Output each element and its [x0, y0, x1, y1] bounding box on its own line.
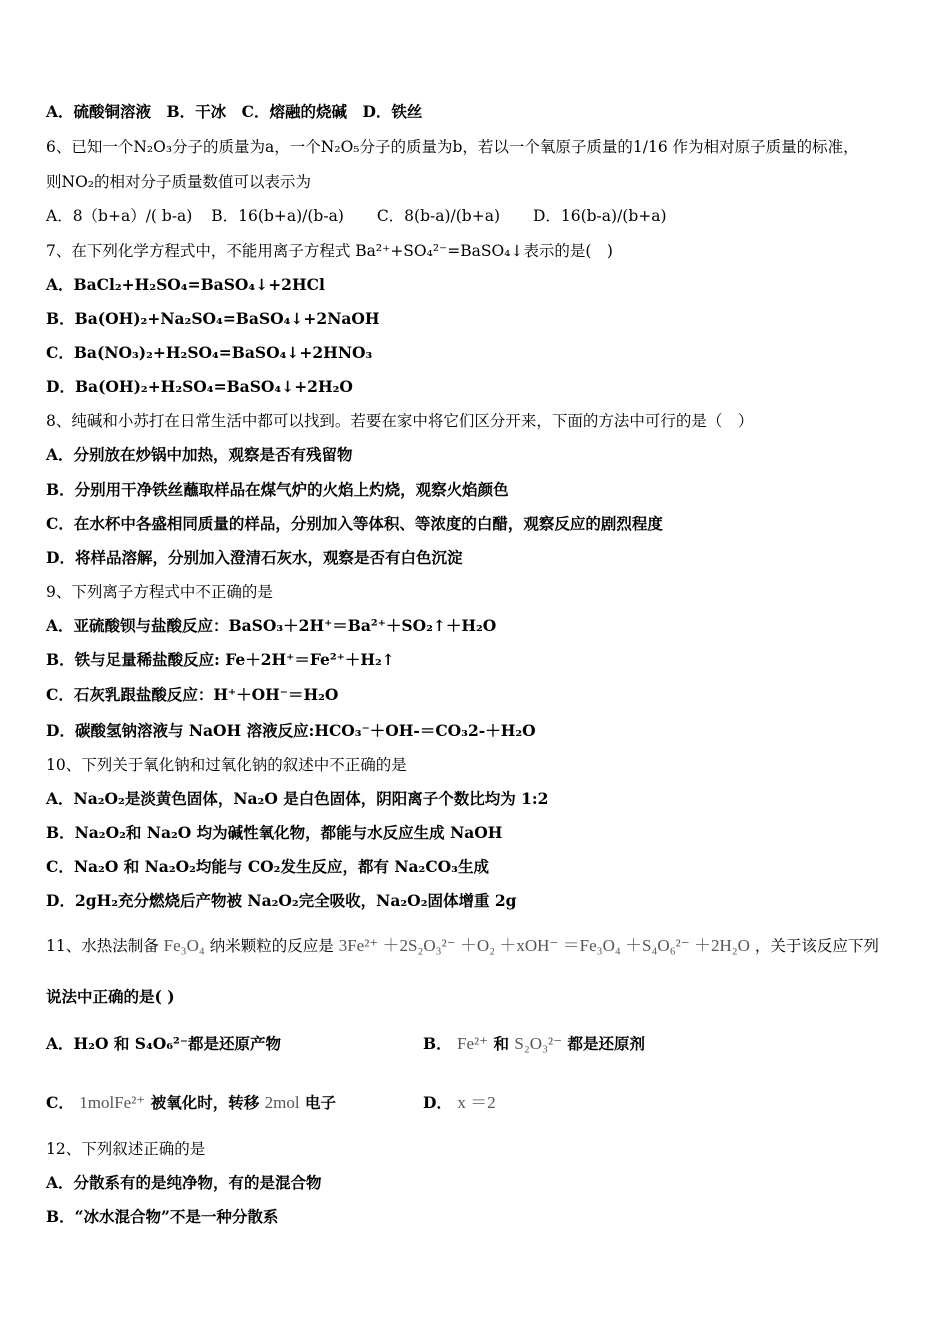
q11-option-d: [423, 1093, 496, 1113]
q10-option-d: D．2gH₂充分燃烧后产物被 Na₂O₂完全吸收，Na₂O₂固体增重 2g: [46, 891, 517, 910]
q6-option-d: D．16(b-a)/(b+a): [532, 207, 667, 225]
q9-stem: 9、下列离子方程式中不正确的是: [46, 583, 273, 601]
q11-stem-prefix: 11、水热法制备: [46, 937, 159, 955]
q6-option-a: A．8（b+a）/( b-a): [46, 207, 193, 225]
q6-stem-line2: 则NO₂的相对分子质量数值可以表示为: [46, 173, 311, 191]
q10-option-b: B．Na₂O₂和 Na₂O 均为碱性氧化物，都能与水反应生成 NaOH: [46, 823, 503, 842]
q11-options-ab: [46, 1034, 906, 1054]
q5-options: A．硫酸铜溶液 B．干冰 C．熔融的烧碱 D．铁丝: [46, 102, 423, 121]
q11-option-b-and: 和: [493, 1034, 510, 1053]
q9-option-c: C．石灰乳跟盐酸反应：H⁺＋OH⁻＝H₂O: [46, 685, 339, 704]
q11-option-b-label: B．: [423, 1034, 452, 1053]
q11-option-c-label: C．: [46, 1093, 74, 1112]
q11-options-cd: [46, 1093, 906, 1113]
q9-option-a: A．亚硫酸钡与盐酸反应：BaSO₃＋2H⁺＝Ba²⁺＋SO₂↑＋H₂O: [46, 616, 497, 635]
q11-stem-suffix: ，关于该反应下列: [754, 937, 879, 955]
q11-option-c-text: 被氧化时，转移: [150, 1093, 260, 1112]
q7-option-b: B．Ba(OH)₂+Na₂SO₄=BaSO₄↓+2NaOH: [46, 309, 380, 328]
q6-option-c: C．8(b-a)/(b+a): [376, 207, 500, 225]
q11-option-b-s2o3: S₂O₃²⁻: [514, 1034, 563, 1053]
q10-stem: 10、下列关于氧化钠和过氧化钠的叙述中不正确的是: [46, 756, 407, 774]
q7-option-a: A．BaCl₂+H₂SO₄=BaSO₄↓+2HCl: [46, 275, 325, 294]
q7-option-c: C．Ba(NO₃)₂+H₂SO₄=BaSO₄↓+2HNO₃: [46, 343, 373, 362]
q6-option-b: B．16(b+a)/(b-a): [211, 207, 344, 225]
q8-option-d: D．将样品溶解，分别加入澄清石灰水，观察是否有白色沉淀: [46, 548, 463, 567]
q12-option-a: A．分散系有的是纯净物，有的是混合物: [46, 1173, 322, 1192]
q9-option-d: D．碳酸氢钠溶液与 NaOH 溶液反应:HCO₃⁻＋OH-＝CO₃2-＋H₂O: [46, 721, 536, 740]
q7-option-d: D．Ba(OH)₂+H₂SO₄=BaSO₄↓+2H₂O: [46, 377, 353, 396]
q11-formula-fe3o4: Fe₃O₄: [163, 936, 205, 955]
q11-option-c-2mol: 2mol: [264, 1093, 300, 1112]
q8-option-b: B．分别用干净铁丝蘸取样品在煤气炉的火焰上灼烧，观察火焰颜色: [46, 480, 509, 499]
q11-option-b: [423, 1034, 645, 1054]
q6-stem-line1: 6、已知一个N₂O₃分子的质量为a，一个N₂O₅分子的质量为b，若以一个氧原子质量的1/16 作为相对原子质量的标准，: [46, 138, 859, 156]
q11-option-c: [46, 1093, 336, 1112]
q7-stem: 7、在下列化学方程式中，不能用离子方程式 Ba²⁺+SO₄²⁻=BaSO₄↓表示的是( ): [46, 242, 613, 260]
q12-stem: 12、下列叙述正确的是: [46, 1140, 206, 1158]
q11-stem-line1: [46, 936, 879, 956]
q10-option-a: A．Na₂O₂是淡黄色固体，Na₂O 是白色固体，阴阳离子个数比均为 1:2: [46, 789, 549, 808]
q11-option-c-text-end: 电子: [304, 1093, 336, 1112]
q6-options: [46, 206, 667, 226]
q11-option-d-x2: x ＝2: [457, 1093, 496, 1112]
q8-option-c: C．在水杯中各盛相同质量的样品，分别加入等体积、等浓度的白醋，观察反应的剧烈程度: [46, 514, 663, 533]
q11-option-b-fe2: Fe²⁺: [457, 1034, 489, 1053]
q11-stem-line2: 说法中正确的是( ): [46, 987, 175, 1006]
q11-stem-middle: 纳米颗粒的反应是: [209, 937, 334, 955]
q11-reaction-equation: 3Fe²⁺ ＋2S₂O₃²⁻ ＋O₂ ＋xOH⁻ ＝Fe₃O₄ ＋S₄O₆²⁻ ＋2H₂O: [338, 936, 750, 955]
q11-option-b-text: 都是还原剂: [567, 1034, 645, 1053]
q11-option-a: A．H₂O 和 S₄O₆²⁻都是还原产物: [46, 1034, 281, 1053]
q11-option-c-1molfe2: 1molFe²⁺: [79, 1093, 146, 1112]
q10-option-c: C．Na₂O 和 Na₂O₂均能与 CO₂发生反应，都有 Na₂CO₃生成: [46, 857, 489, 876]
q11-option-d-label: D．: [423, 1093, 452, 1112]
q8-stem: 8、纯碱和小苏打在日常生活中都可以找到。若要在家中将它们区分开来，下面的方法中可行的是（ ）: [46, 412, 754, 430]
q12-option-b: B．“冰水混合物”不是一种分散系: [46, 1207, 279, 1226]
q8-option-a: A．分别放在炒锅中加热，观察是否有残留物: [46, 445, 353, 464]
q9-option-b: B．铁与足量稀盐酸反应: Fe＋2H⁺＝Fe²⁺＋H₂↑: [46, 650, 395, 669]
